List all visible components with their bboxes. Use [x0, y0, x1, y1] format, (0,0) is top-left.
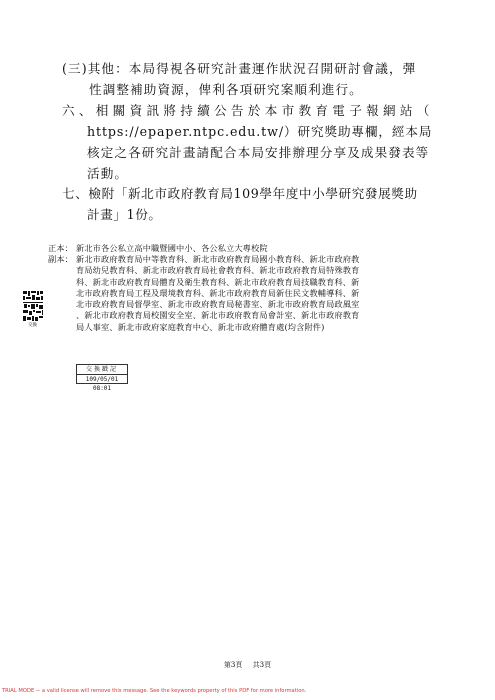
- page-total: 共3頁: [252, 661, 272, 669]
- stamp-date: 109/05/01 08:01: [85, 376, 119, 392]
- item-liu-info: [62, 100, 434, 184]
- recipients-main-label: 正本：: [48, 243, 74, 253]
- item-liu-line-1: 六、相關資訊將持續公告於本市教育電子報網站（: [62, 103, 434, 118]
- recipients-copy-line: 、新北市政府教育局校園安全室、新北市政府教育局會計室、新北市政府教育: [76, 310, 360, 321]
- trial-watermark: TRIAL MODE − a valid license will remove this message. See the keywords property of this PDF for more information.: [2, 688, 307, 694]
- exchange-stamp: [76, 364, 128, 392]
- recipients-copy-line: 新北市政府教育局中等教育科、新北市政府教育局國小教育科、新北市政府教: [76, 254, 360, 264]
- page-footer: [0, 661, 495, 670]
- recipients-main-text: 新北市各公私立高中職暨國中小、各公私立大專校院: [76, 243, 268, 253]
- item-liu-line-2: https://epaper.ntpc.edu.tw/）研究獎助專欄，經本局: [87, 124, 433, 139]
- recipients-copy: [48, 254, 488, 336]
- item-san-line-1: (三)其他：本局得視各研究計畫運作狀況召開研討會議，彈: [62, 61, 417, 76]
- item-qi-line-1: 七、檢附「新北市政府教育局109學年度中小學研究發展獎助: [62, 186, 418, 201]
- recipients-copy-line: 北市政府教育局督學室、新北市政府教育局秘書室、新北市政府教育局政風室: [76, 299, 360, 310]
- barcode-icon: [22, 290, 44, 322]
- item-qi-line-2: 計畫」1份。: [87, 207, 162, 222]
- item-san-line-2: 性調整補助資源，俾利各項研究案順利進行。: [89, 82, 363, 97]
- stamp-title: 交換戳記: [85, 366, 118, 373]
- barcode-label: 交換: [28, 323, 37, 328]
- recipients-copy-line: 育局幼兒教育科、新北市政府教育局社會教育科、新北市政府教育局特殊教育: [76, 265, 360, 276]
- page-number: 第3頁: [223, 661, 243, 669]
- recipients-copy-line: 局人事室、新北市政府家庭教育中心、新北市政府體育處(均含附件): [76, 321, 325, 332]
- item-liu-line-3: 核定之各研究計畫請配合本局安排辦理分享及成果發表等: [87, 145, 430, 160]
- item-san-other: [62, 58, 416, 100]
- exchange-barcode: [22, 290, 44, 330]
- recipients-copy-label: 副本：: [48, 254, 74, 264]
- item-qi-attachment: [62, 183, 418, 225]
- recipients-copy-line: 北市政府教育局工程及環境教育科、新北市政府教育局新住民文教輔導科、新: [76, 287, 360, 298]
- item-liu-line-4: 活動。: [87, 166, 129, 181]
- recipients-copy-text: [76, 254, 359, 333]
- recipients-copy-line: 科、新北市政府教育局體育及衛生教育科、新北市政府教育局技職教育科、新: [76, 276, 360, 287]
